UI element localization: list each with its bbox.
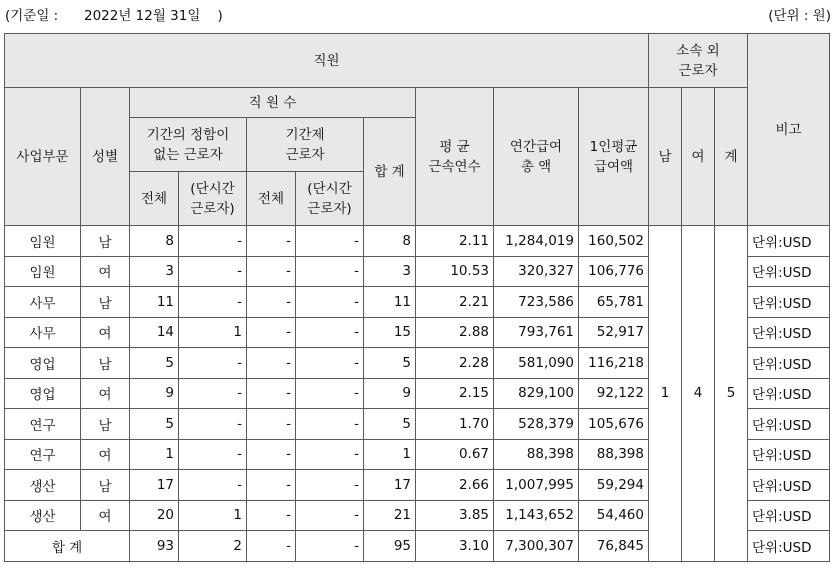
annual-pay-total-cell: 88,398 <box>494 439 579 470</box>
permanent-all-cell: 14 <box>130 317 179 348</box>
affiliated-female-cell: 4 <box>682 226 715 562</box>
avg-pay-cell: 65,781 <box>579 287 649 318</box>
headcount-total-cell: 3 <box>364 256 416 287</box>
headcount-total-cell: 9 <box>364 378 416 409</box>
fixed-term-all-cell: - <box>247 287 296 318</box>
total-headcount-total-cell: 95 <box>364 531 416 562</box>
permanent-part-time-cell: - <box>179 409 247 440</box>
employee-status-table <box>4 33 830 562</box>
permanent-all-cell: 3 <box>130 256 179 287</box>
annual-pay-total-cell: 320,327 <box>494 256 579 287</box>
avg-pay-cell: 105,676 <box>579 409 649 440</box>
avg-pay-cell: 59,294 <box>579 470 649 501</box>
fixed-term-part-time-cell: - <box>296 348 364 379</box>
annual-pay-total-cell: 829,100 <box>494 378 579 409</box>
unit-note: (단위 : 원) <box>768 8 831 24</box>
permanent-part-time-cell: 1 <box>179 317 247 348</box>
permanent-all-cell: 1 <box>130 439 179 470</box>
avg-tenure-cell: 2.21 <box>416 287 494 318</box>
permanent-all-cell: 11 <box>130 287 179 318</box>
fixed-term-all-cell: - <box>247 378 296 409</box>
gender-cell: 여 <box>81 500 130 531</box>
permanent-all-cell: 9 <box>130 378 179 409</box>
total-fixed-term-all-cell: - <box>247 531 296 562</box>
avg-tenure-cell: 2.28 <box>416 348 494 379</box>
headcount-total-cell: 17 <box>364 470 416 501</box>
affiliated-sum-cell: 5 <box>715 226 748 562</box>
fixed-term-part-time-cell: - <box>296 256 364 287</box>
annual-pay-total-cell: 528,379 <box>494 409 579 440</box>
gender-cell: 여 <box>81 439 130 470</box>
division-cell: 연구 <box>5 409 81 440</box>
total-avg-tenure-cell: 3.10 <box>416 531 494 562</box>
gender-cell: 남 <box>81 287 130 318</box>
header-total: 합 계 <box>364 118 416 226</box>
permanent-part-time-cell: - <box>179 226 247 257</box>
total-remark-cell: 단위:USD <box>748 531 830 562</box>
fixed-term-all-cell: - <box>247 500 296 531</box>
division-cell: 생산 <box>5 500 81 531</box>
header-female: 여 <box>682 88 715 226</box>
remark-cell: 단위:USD <box>748 226 830 257</box>
headcount-total-cell: 5 <box>364 409 416 440</box>
headcount-total-cell: 5 <box>364 348 416 379</box>
headcount-total-cell: 8 <box>364 226 416 257</box>
total-annual-pay-total-cell: 7,300,307 <box>494 531 579 562</box>
division-cell: 사무 <box>5 317 81 348</box>
avg-pay-cell: 106,776 <box>579 256 649 287</box>
permanent-all-cell: 8 <box>130 226 179 257</box>
division-cell: 영업 <box>5 378 81 409</box>
header-permanent-part-time: (단시간 근로자) <box>179 172 247 226</box>
header-fixed-all: 전체 <box>247 172 296 226</box>
headcount-total-cell: 1 <box>364 439 416 470</box>
fixed-term-all-cell: - <box>247 470 296 501</box>
total-permanent-part-time-cell: 2 <box>179 531 247 562</box>
remark-cell: 단위:USD <box>748 470 830 501</box>
header-gender: 성별 <box>81 88 130 226</box>
permanent-part-time-cell: - <box>179 256 247 287</box>
fixed-term-all-cell: - <box>247 226 296 257</box>
annual-pay-total-cell: 1,284,019 <box>494 226 579 257</box>
header-avg-pay: 1인평균 급여액 <box>579 88 649 226</box>
fixed-term-all-cell: - <box>247 317 296 348</box>
remark-cell: 단위:USD <box>748 439 830 470</box>
fixed-term-all-cell: - <box>247 348 296 379</box>
avg-tenure-cell: 0.67 <box>416 439 494 470</box>
division-cell: 연구 <box>5 439 81 470</box>
avg-tenure-cell: 2.11 <box>416 226 494 257</box>
fixed-term-part-time-cell: - <box>296 500 364 531</box>
annual-pay-total-cell: 793,761 <box>494 317 579 348</box>
fixed-term-part-time-cell: - <box>296 378 364 409</box>
fixed-term-all-cell: - <box>247 256 296 287</box>
fixed-term-part-time-cell: - <box>296 226 364 257</box>
avg-tenure-cell: 10.53 <box>416 256 494 287</box>
permanent-all-cell: 5 <box>130 409 179 440</box>
permanent-all-cell: 17 <box>130 470 179 501</box>
avg-tenure-cell: 2.88 <box>416 317 494 348</box>
division-cell: 임원 <box>5 226 81 257</box>
avg-pay-cell: 116,218 <box>579 348 649 379</box>
avg-pay-cell: 160,502 <box>579 226 649 257</box>
total-permanent-all-cell: 93 <box>130 531 179 562</box>
header-permanent: 기간의 정함이 없는 근로자 <box>130 118 247 172</box>
avg-tenure-cell: 2.15 <box>416 378 494 409</box>
avg-pay-cell: 92,122 <box>579 378 649 409</box>
remark-cell: 단위:USD <box>748 317 830 348</box>
avg-tenure-cell: 1.70 <box>416 409 494 440</box>
gender-cell: 남 <box>81 348 130 379</box>
fixed-term-all-cell: - <box>247 439 296 470</box>
fixed-term-part-time-cell: - <box>296 470 364 501</box>
gender-cell: 남 <box>81 470 130 501</box>
permanent-part-time-cell: - <box>179 287 247 318</box>
total-label-cell: 합 계 <box>5 531 130 562</box>
header-remarks: 비고 <box>748 34 830 226</box>
fixed-term-part-time-cell: - <box>296 409 364 440</box>
remark-cell: 단위:USD <box>748 409 830 440</box>
fixed-term-part-time-cell: - <box>296 317 364 348</box>
division-cell: 생산 <box>5 470 81 501</box>
permanent-all-cell: 20 <box>130 500 179 531</box>
permanent-part-time-cell: - <box>179 439 247 470</box>
header-annual-pay-total: 연간급여 총 액 <box>494 88 579 226</box>
header-male: 남 <box>649 88 682 226</box>
permanent-part-time-cell: - <box>179 348 247 379</box>
avg-pay-cell: 52,917 <box>579 317 649 348</box>
division-cell: 영업 <box>5 348 81 379</box>
permanent-part-time-cell: - <box>179 470 247 501</box>
permanent-all-cell: 5 <box>130 348 179 379</box>
header-fixed-term: 기간제 근로자 <box>247 118 364 172</box>
remark-cell: 단위:USD <box>748 256 830 287</box>
avg-pay-cell: 88,398 <box>579 439 649 470</box>
remark-cell: 단위:USD <box>748 287 830 318</box>
header-avg-tenure: 평 균 근속연수 <box>416 88 494 226</box>
avg-tenure-cell: 3.85 <box>416 500 494 531</box>
headcount-total-cell: 11 <box>364 287 416 318</box>
fixed-term-part-time-cell: - <box>296 287 364 318</box>
headcount-total-cell: 21 <box>364 500 416 531</box>
header-affiliated-workers: 소속 외 근로자 <box>649 34 748 88</box>
header-division: 사업부문 <box>5 88 81 226</box>
gender-cell: 여 <box>81 317 130 348</box>
division-cell: 임원 <box>5 256 81 287</box>
remark-cell: 단위:USD <box>748 378 830 409</box>
annual-pay-total-cell: 1,143,652 <box>494 500 579 531</box>
reference-date: (기준일 : 2022년 12월 31일 ) <box>5 8 223 24</box>
division-cell: 사무 <box>5 287 81 318</box>
annual-pay-total-cell: 1,007,995 <box>494 470 579 501</box>
header-fixed-part-time: (단시간 근로자) <box>296 172 364 226</box>
avg-tenure-cell: 2.66 <box>416 470 494 501</box>
gender-cell: 남 <box>81 226 130 257</box>
annual-pay-total-cell: 581,090 <box>494 348 579 379</box>
gender-cell: 남 <box>81 409 130 440</box>
remark-cell: 단위:USD <box>748 348 830 379</box>
annual-pay-total-cell: 723,586 <box>494 287 579 318</box>
remark-cell: 단위:USD <box>748 500 830 531</box>
table-row <box>5 226 830 257</box>
total-fixed-term-part-time-cell: - <box>296 531 364 562</box>
avg-pay-cell: 54,460 <box>579 500 649 531</box>
fixed-term-all-cell: - <box>247 409 296 440</box>
headcount-total-cell: 15 <box>364 317 416 348</box>
affiliated-male-cell: 1 <box>649 226 682 562</box>
total-avg-pay-cell: 76,845 <box>579 531 649 562</box>
gender-cell: 여 <box>81 256 130 287</box>
header-permanent-all: 전체 <box>130 172 179 226</box>
header-employees: 직원 <box>5 34 649 88</box>
fixed-term-part-time-cell: - <box>296 439 364 470</box>
permanent-part-time-cell: 1 <box>179 500 247 531</box>
permanent-part-time-cell: - <box>179 378 247 409</box>
header-headcount: 직 원 수 <box>130 88 416 118</box>
header-sum: 계 <box>715 88 748 226</box>
gender-cell: 여 <box>81 378 130 409</box>
